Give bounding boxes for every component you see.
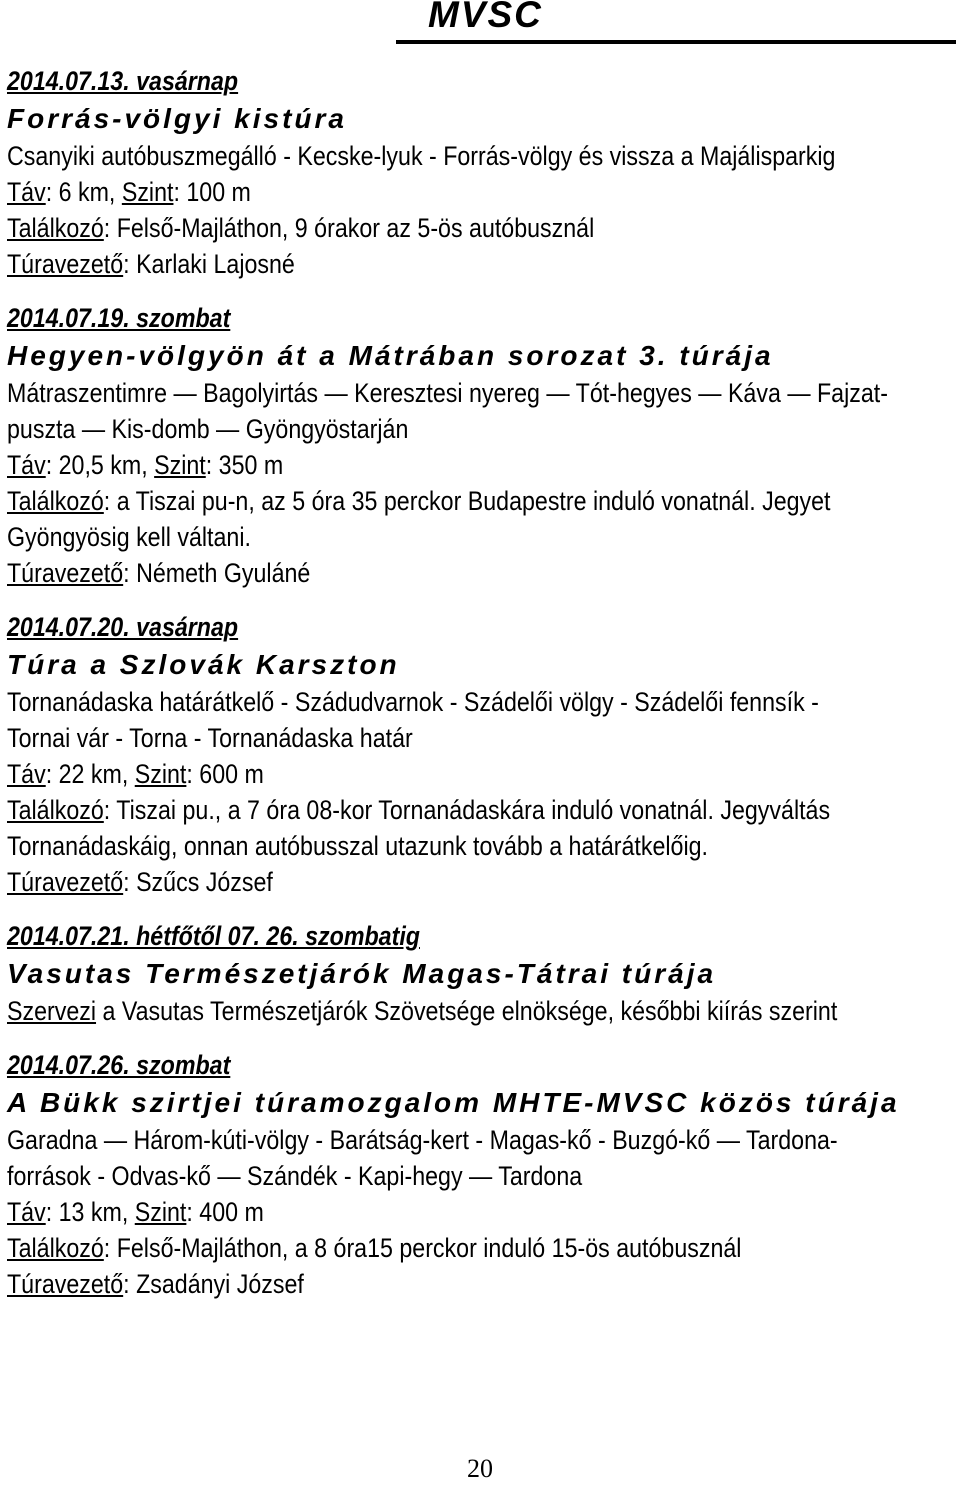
header-rule [396, 40, 956, 44]
event-title: Hegyen-völgyön át a Mátrában sorozat 3. túrája [7, 340, 774, 371]
event-detail-line [7, 1158, 820, 1194]
event-date: 2014.07.19. szombat [7, 303, 231, 333]
event-block [7, 299, 952, 591]
event-detail-line [7, 1230, 820, 1266]
field-value: Garadna — Három-kúti-völgy - Barátság-kert - Magas-kő - Buzgó-kő — Tardona- [7, 1125, 838, 1155]
field-value: források - Odvas-kő — Szándék - Kapi-hegy — Tardona [7, 1161, 583, 1191]
field-value: : 350 m [205, 450, 284, 480]
field-value: : Felső-Majláthon, 9 órakor az 5-ös autóbusznál [103, 213, 595, 243]
field-value: puszta — Kis-domb — Gyöngyöstarján [7, 414, 409, 444]
event-detail-line [7, 1122, 838, 1158]
event-block [7, 62, 952, 282]
event-block [7, 1046, 952, 1302]
event-title: A Bükk szirtjei túramozgalom MHTE-MVSC közös túrája [7, 1087, 900, 1118]
event-detail-line [7, 411, 820, 447]
field-value: : 22 km, [45, 759, 135, 789]
field-label: Túravezető [7, 1269, 124, 1299]
field-value: Tornanádaskáig, onnan autóbusszal utazunk tovább a határátkelőig. [7, 831, 708, 861]
event-detail-line [7, 993, 838, 1029]
event-detail-line [7, 375, 888, 411]
field-value: Tornai vár - Torna - Tornanádaska határ [7, 723, 413, 753]
event-detail-line [7, 1266, 820, 1302]
field-value: a Vasutas Természetjárók Szövetsége elnöksége, későbbi kiírás szerint [96, 996, 838, 1026]
field-label: Túravezető [7, 867, 124, 897]
field-value: : Tiszai pu., a 7 óra 08-kor Tornanádaskára induló vonatnál. Jegyváltás [103, 795, 831, 825]
field-label: Túravezető [7, 249, 124, 279]
event-detail-line [7, 246, 820, 282]
field-label: Táv [7, 177, 46, 207]
field-label: Táv [7, 759, 46, 789]
field-label: Túravezető [7, 558, 124, 588]
field-value: : Felső-Majláthon, a 8 óra15 perckor induló 15-ös autóbusznál [103, 1233, 742, 1263]
field-label: Táv [7, 450, 46, 480]
field-value: : Szűcs József [123, 867, 273, 897]
field-value: : 20,5 km, [45, 450, 155, 480]
event-block [7, 917, 952, 1029]
field-value: : 6 km, [45, 177, 122, 207]
event-date: 2014.07.20. vasárnap [7, 612, 239, 642]
field-value: : a Tiszai pu-n, az 5 óra 35 perckor Budapestre induló vonatnál. Jegyet [103, 486, 831, 516]
event-detail-line [7, 447, 820, 483]
event-detail-line [7, 483, 831, 519]
event-detail-line [7, 210, 820, 246]
event-detail-line [7, 1194, 820, 1230]
field-value: : 13 km, [45, 1197, 135, 1227]
field-value: : Zsadányi József [123, 1269, 304, 1299]
event-detail-line [7, 792, 831, 828]
event-detail-line [7, 138, 836, 174]
event-title: Túra a Szlovák Karszton [7, 649, 400, 680]
event-list [7, 62, 952, 1319]
field-label: Szint [121, 177, 174, 207]
field-label: Szervezi [7, 996, 97, 1026]
field-label: Szint [134, 759, 187, 789]
event-date: 2014.07.13. vasárnap [7, 66, 239, 96]
event-detail-line [7, 174, 820, 210]
field-value: : 100 m [173, 177, 251, 207]
event-detail-line [7, 756, 820, 792]
event-date: 2014.07.21. hétfőtől 07. 26. szombatig [7, 921, 420, 951]
field-label: Találkozó [7, 1233, 104, 1263]
field-value: Gyöngyösig kell váltani. [7, 522, 251, 552]
event-title: Forrás-völgyi kistúra [7, 103, 347, 134]
event-detail-line [7, 720, 820, 756]
event-block [7, 608, 952, 900]
field-label: Találkozó [7, 213, 104, 243]
field-label: Találkozó [7, 795, 104, 825]
event-title: Vasutas Természetjárók Magas-Tátrai túrája [7, 958, 717, 989]
field-value: Tornanádaska határátkelő - Szádudvarnok - Szádelői völgy - Szádelői fennsík - [7, 687, 819, 717]
event-detail-line [7, 519, 820, 555]
header-title: MVSC [428, 0, 543, 35]
field-value: Mátraszentimre — Bagolyirtás — Keresztesi nyereg — Tót-hegyes — Káva — Fajzat- [7, 378, 888, 408]
field-value: Csanyiki autóbuszmegálló - Kecske-lyuk - Forrás-völgy és vissza a Majálisparkig [7, 141, 836, 171]
page-number: 20 [467, 1454, 493, 1483]
field-value: : 400 m [186, 1197, 264, 1227]
event-date: 2014.07.26. szombat [7, 1050, 231, 1080]
field-label: Találkozó [7, 486, 104, 516]
event-detail-line [7, 828, 820, 864]
field-value: : Németh Gyuláné [123, 558, 311, 588]
field-value: : Karlaki Lajosné [123, 249, 295, 279]
event-detail-line [7, 555, 820, 591]
field-label: Táv [7, 1197, 46, 1227]
event-detail-line [7, 684, 820, 720]
event-detail-line [7, 864, 820, 900]
field-label: Szint [134, 1197, 187, 1227]
field-label: Szint [154, 450, 206, 480]
field-value: : 600 m [186, 759, 264, 789]
